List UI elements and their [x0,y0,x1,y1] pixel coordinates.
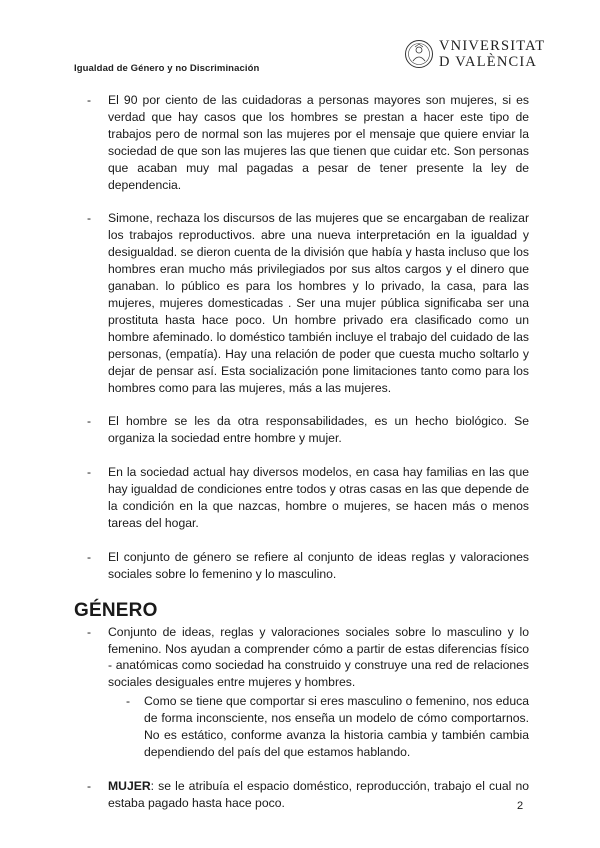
university-logo [404,38,545,70]
list-item-text: Conjunto de ideas, reglas y valoraciones sociales sobre lo masculino y lo femenino. Nos ayudan a comprender cómo a partir de estas diferencias físico - anatómicas como sociedad ha construido y construye una red de relaciones sociales desiguales entre mujeres y hombres. [108,624,529,690]
sub-list [108,693,529,761]
wordmark-line-2: D VALÈNCIA [439,54,538,70]
university-wordmark [439,38,545,70]
list-item: - El conjunto de género se refiere al conjunto de ideas reglas y valoraciones sociales sobre lo femenino y lo masculino. [74,549,529,583]
running-header: Igualdad de Género y no Discriminación [74,63,260,74]
section-heading: GÉNERO [74,599,158,621]
wordmark-line-1: VNIVERSITAT [439,38,546,54]
document-body [74,92,529,829]
list-item: - El hombre se les da otra responsabilidades, es un hecho biológico. Se organiza la sociedad entre hombre y mujer. [74,413,529,447]
sub-list-item: - Como se tiene que comportar si eres masculino o femenino, nos educa de forma inconsciente, nos enseña un modelo de cómo comportarnos. No es estático, conforme avanza la historia cambia y también cambia dependiendo del país del que estamos hablando. [108,693,529,761]
list-item: - El 90 por ciento de las cuidadoras a personas mayores son mujeres, si es verdad que hay casos que los hombres se prestan a hacer este tipo de trabajos pero de normal son las mujeres por el mensaje que quiere enviar la sociedad de que son las mujeres las que tienen que cuidar etc. Son personas que acaban muy mal pagadas a pesar de tener presente la ley de dependencia. [74,92,529,193]
bullet-list [74,92,529,583]
list-item [74,624,529,761]
term-mujer: MUJER [108,778,151,793]
term-definition: : se le atribuía el espacio doméstico, reproducción, trabajo el cual no estaba pagado hasta hace poco. [108,778,529,810]
list-item: - En la sociedad actual hay diversos modelos, en casa hay familias en las que hay igualdad de condiciones entre todos y otras casas en las que depende de la condición en la que nazcas, hombre o mujeres, se hacen más o menos tareas del hogar. [74,464,529,532]
university-seal-icon [404,39,434,69]
page-number: 2 [517,800,524,812]
list-item [74,778,529,812]
section-list [74,624,529,812]
list-item: - Simone, rechaza los discursos de las mujeres que se encargaban de realizar los trabajos reproductivos. abre una nueva interpretación en la igualdad y desigualdad. se dieron cuenta de la división que había y hasta incluso que los hombres eran mucho más privilegiados por sus altos cargos y el dinero que ganaban. lo público es para los hombres y lo privado, la casa, para las mujeres, mujeres domesticadas . Ser una mujer pública significaba ser una prostituta hasta hace poco. Un hombre privado era clasificado como un hombre afeminado. lo doméstico también incluye el trabajo del cuidado de las personas, (empatía). Hay una relación de poder que cuesta mucho soltarlo y dejar de pensar así. Esta socialización pone limitaciones tanto como para los hombres como para las mujeres, más a las mujeres. [74,210,529,396]
